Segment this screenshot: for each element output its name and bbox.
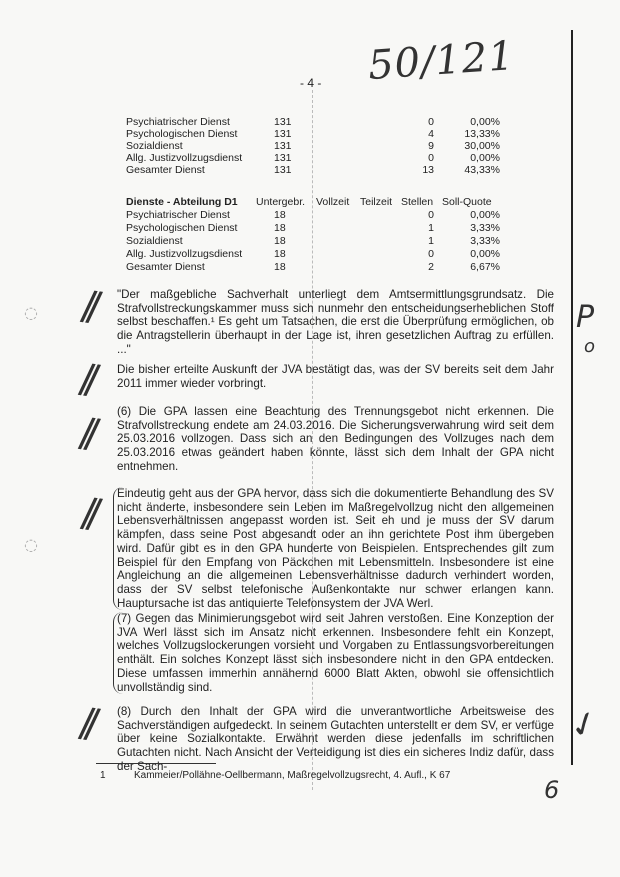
paragraph-6: (6) Die GPA lassen eine Beachtung des Trennungsgebot nicht erkennen. Die Strafvollstreckung endete am 24.03.2016. Die Sicherungsverwahrung wird seit dem 25.03.2016 vollzogen. Dass sich an den Bedingungen des Vollzuges nach dem 25.03.2016 etwas geändert haben könnte, lässt sich dem Inhalt der GPA nicht entnehmen. (117, 405, 554, 473)
paragraph-quote: "Der maßgebliche Sachverhalt unterliegt dem Amtsermittlungsgrundsatz. Die Strafvollstreckungskammer muss sich nunmehr den entscheidungserheblichen Stoff selbst beschaffen.¹ Es geht um Tatsachen, die erst die Überprüfung ermöglichen, ob die Antragstellerin überhaupt in der Lage ist, ihren gesetzlichen Auftrag zu erfüllen. ..." (117, 288, 554, 356)
punch-hole-mark: ◌ (24, 535, 38, 554)
handwritten-double-slash-mark: // (76, 355, 95, 403)
handwritten-double-slash-mark: // (76, 699, 95, 747)
staffing-table-2: Dienste - Abteilung D1 Untergebr. Vollzeit Teilzeit Stellen Soll-Quote Psychiatrischer Dienst 18 0 0,00% Psychologischen Dienst 18 1 3,33% Sozialdienst 18 1 3,33% Allg. Justizvollzugsdienst 18 0 0,00% Gesamter Dienst 18 2 6,67% (126, 196, 500, 273)
handwritten-double-slash-mark: // (78, 282, 97, 330)
handwritten-check-mark: ✓ (564, 701, 605, 749)
footnote-rule (96, 763, 216, 764)
paragraph-behandlung: Eindeutig geht aus der GPA hervor, dass sich die dokumentierte Behandlung des SV nicht änderte, insbesondere sein Leben im Maßregelvollzug nicht den allgemeinen Lebensverhältnissen angepasst worden ist. Seit eh und je muss der SV darum kämpfen, dass seine Post abgesandt oder an ihn gerichtete Post ihm übergeben wird. Dafür gibt es in den GPA hunderte von Beispielen. Entsprechendes gilt zum Beispiel für den Empfang von Päckchen mit Lebensmitteln. Insbesondere ist eine Angleichung an die allgemeinen Lebensverhältnisse dadurch verhindert worden, dass der SV selbst telefonische Außenkontakte nur schwer erlangen kann. Hauptursache ist das antiquierte Telefonsystem der JVA Werl. (113, 487, 554, 610)
footnote (100, 770, 450, 781)
handwritten-double-slash-mark: // (78, 489, 97, 537)
page-number: - 4 - (300, 76, 322, 90)
paragraph-8: (8) Durch den Inhalt der GPA wird die unverantwortliche Arbeitsweise des Sachverständigen aufgedeckt. In seinem Gutachten unterstellt er dem SV, er verfüge über keine Sozialkontakte. Erwähnt werden diese jedenfalls im schriftlichen Gutachten nicht. Nach Ansicht der Verteidigung ist dies ein sicheres Indiz dafür, dass der Sach- (117, 705, 554, 773)
footnote-number: 1 (100, 770, 106, 781)
footnote-text: Kammeier/Pollähne-Oellbermann, Maßregelvollzugsrecht, 4. Aufl., K 67 (134, 770, 451, 781)
staffing-table-1: Psychiatrischer Dienst 131 0 0,00% Psychologischen Dienst 131 4 13,33% Sozialdienst 131 9 30,00% Allg. Justizvollzugsdienst 131 0 0,00% Gesamter Dienst 131 13 43,33% (126, 116, 500, 176)
handwritten-double-slash-mark: // (76, 409, 95, 457)
margin-line (571, 30, 573, 765)
handwritten-circle-mark: o (584, 336, 596, 357)
handwritten-stamp: 50/121 (366, 32, 517, 90)
handwritten-margin-number: 6 (544, 776, 560, 804)
paragraph-7: (7) Gegen das Minimierungsgebot wird seit Jahren verstoßen. Eine Konzeption der JVA Werl lässt sich im Ansatz nicht erkennen. Insbesondere fehlt ein Konzept, welches Vollzugslockerungen vorsieht und Vorgaben zu Entlassungsvorbereitungen enthält. Ein solches Konzept lässt sich insbesondere nicht in den GPA entdecken. Diese umfassen immerhin annähernd 6000 Blatt Akten, obwohl sie offensichtlich unvollständig sind. (113, 612, 554, 694)
punch-hole-mark: ◌ (24, 303, 38, 322)
handwritten-margin-letter: P (576, 300, 595, 335)
paragraph-jva-auskunft: Die bisher erteilte Auskunft der JVA bestätigt das, was der SV bereits seit dem Jahr 2011 immer wieder vorbringt. (117, 363, 554, 390)
